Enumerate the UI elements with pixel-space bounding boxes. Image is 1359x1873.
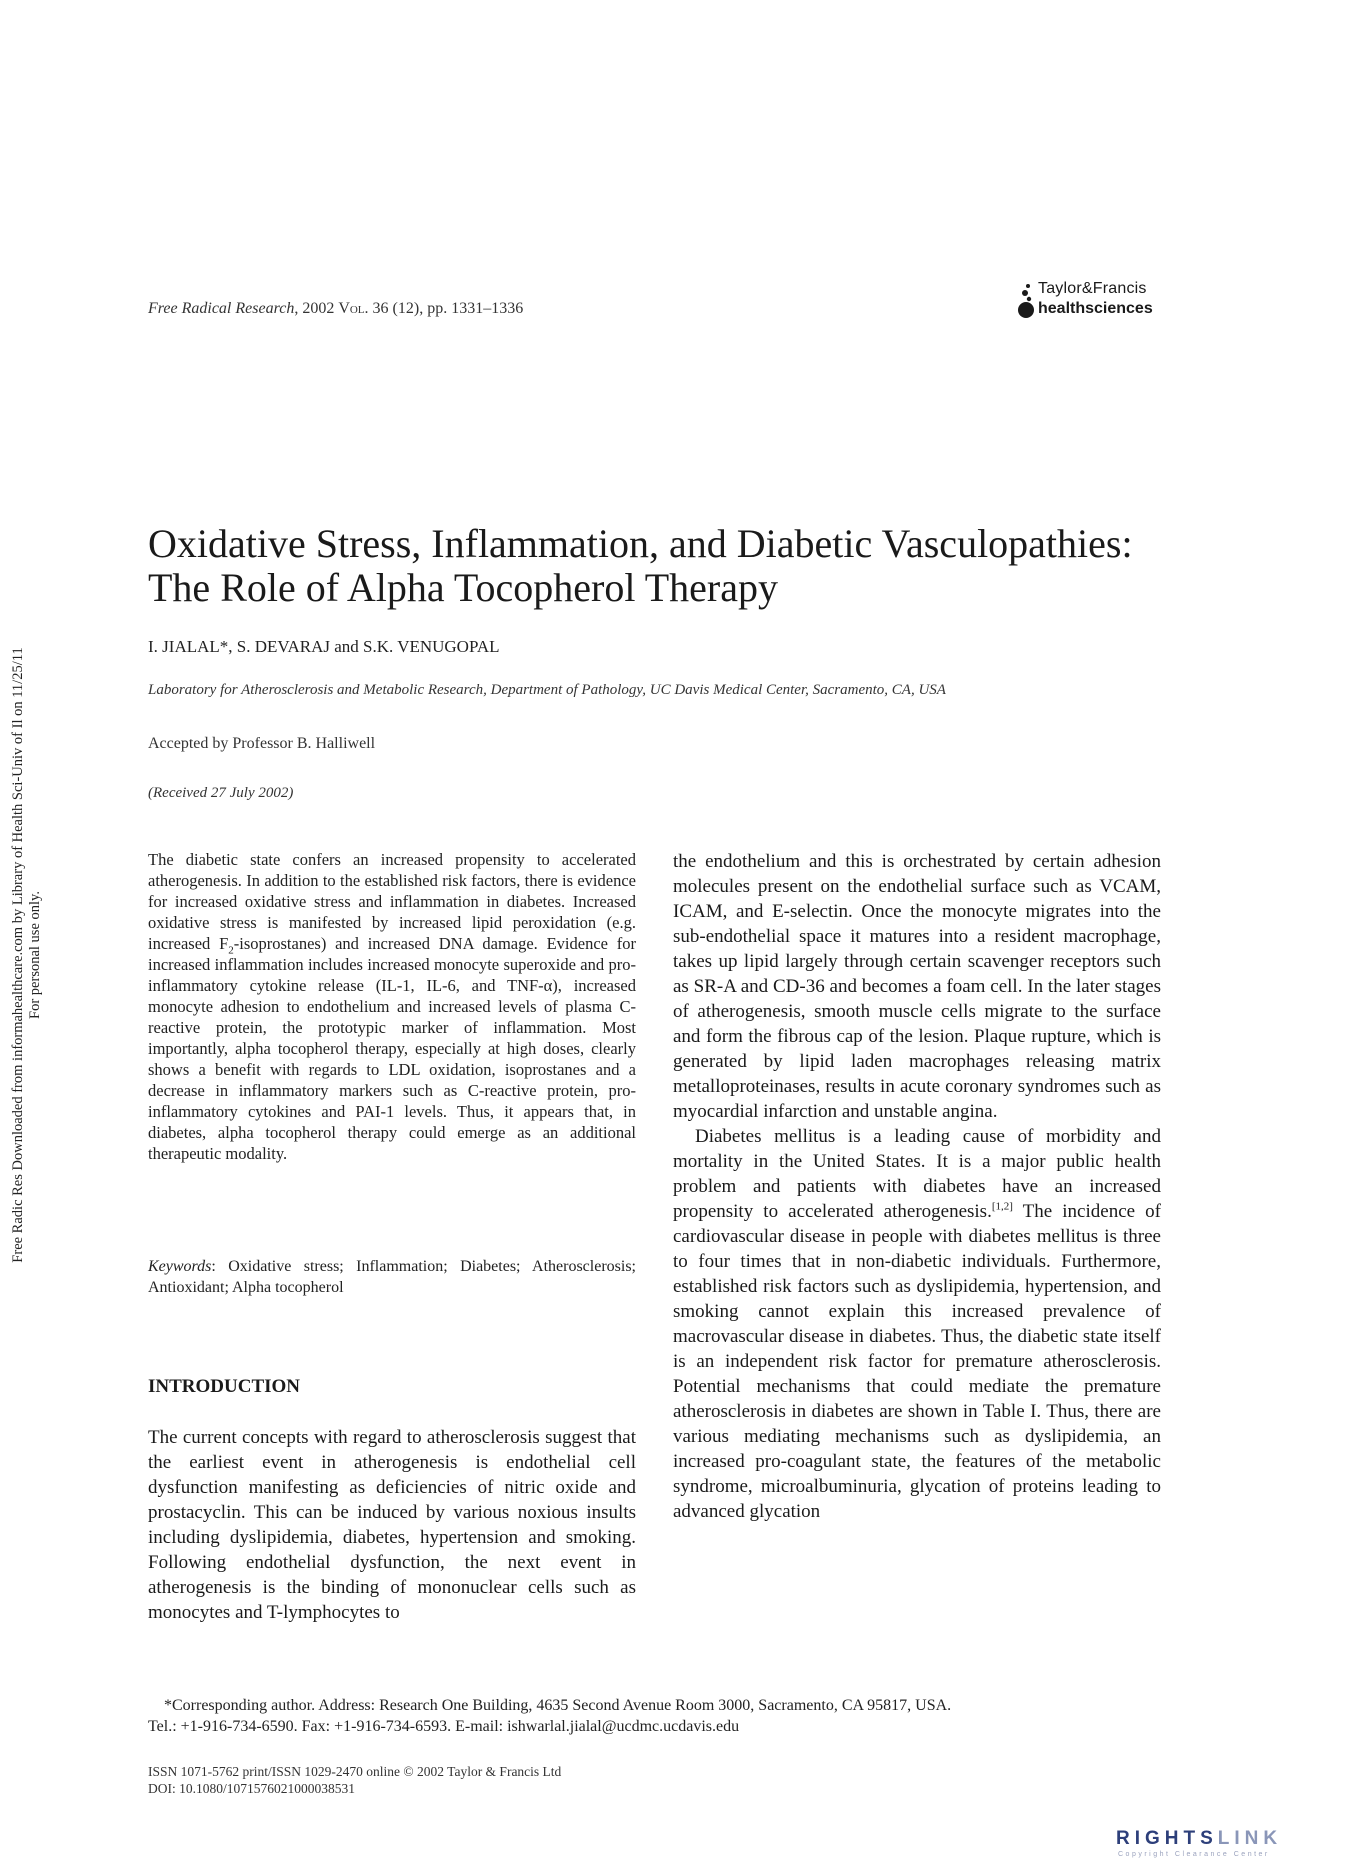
journal-name: Free Radical Research: [148, 300, 295, 317]
download-stamp: [10, 605, 44, 1305]
rightslink-tagline: Copyright Clearance Center: [1118, 1851, 1270, 1858]
accepted-by: Accepted by Professor B. Halliwell: [148, 735, 376, 752]
doi-line: DOI: 10.1080/1071576021000038531: [148, 1781, 355, 1796]
rightslink-logo[interactable]: [1116, 1828, 1282, 1850]
right-column-paragraph-1: the endothelium and this is orchestrated by certain adhesion molecules present on the endothelial surface such as VCAM, ICAM, and E-selectin. Once the monocyte migrates into the sub-endothelial space it matures into a resident macrophage, takes up lipid largely through certain scavenger receptors such as SR-A and CD-36 and becomes a foam cell. In the later stages of atherogenesis, smooth muscle cells migrate to the surface and form the fibrous cap of the lesion. Plaque rupture, which is generated by lipid laden macrophages releasing matrix metalloproteinases, results in acute coronary syndromes such as myocardial infarction and unstable angina.: [673, 851, 1161, 1122]
corresponding-author-footnote: [148, 1695, 1188, 1737]
affiliation: Laboratory for Atherosclerosis and Metabolic Research, Department of Pathology, UC Davis Medical Center, Sacramento, CA, USA: [148, 682, 946, 698]
author-list: I. JIALAL*, S. DEVARAJ and S.K. VENUGOPAL: [148, 637, 500, 656]
footnote-line2: Tel.: +1-916-734-6590. Fax: +1-916-734-6593. E-mail: ishwarlal.jialal@ucdmc.ucdavis.edu: [148, 1718, 740, 1735]
volume-label: Vol.: [338, 300, 369, 317]
citation-reference: [1,2]: [991, 1200, 1013, 1213]
journal-citation: [148, 300, 523, 318]
issn-line: ISSN 1071-5762 print/ISSN 1029-2470 online © 2002 Taylor & Francis Ltd: [148, 1764, 562, 1779]
publication-info: [148, 1763, 561, 1797]
paragraph-2-text-a: Diabetes mellitus is a leading cause of morbidity and mortality in the United States. It is a major public health problem and patients with diabetes have an increased propensity to accelerated atherogenesis.: [673, 1126, 1161, 1222]
publisher-name: Taylor&Francis: [1038, 280, 1147, 297]
article-title-line2: The Role of Alpha Tocopherol Therapy: [148, 565, 778, 610]
abstract-text-1: The diabetic state confers an increased propensity to accelerated atherogenesis. In addition to the established risk factors, there is evidence for increased oxidative stress and inflammation in diabetes. Increased oxidative stress is manifested by increased lipid peroxidation (e.g. increased F: [148, 850, 636, 953]
abstract: [148, 849, 636, 1164]
publisher-logo: [1012, 280, 1182, 324]
right-column: [673, 849, 1161, 1524]
rightslink-link: LINK: [1217, 1828, 1283, 1849]
publisher-logo-icon: [1016, 282, 1036, 322]
article-title-line1: Oxidative Stress, Inflammation, and Diabetic Vasculopathies:: [148, 521, 1133, 566]
citation-year: , 2002: [294, 300, 339, 317]
download-stamp-line2: For personal use only.: [27, 891, 43, 1019]
keywords-text: : Oxidative stress; Inflammation; Diabetes; Atherosclerosis; Antioxidant; Alpha tocopherol: [148, 1258, 636, 1296]
publisher-division: healthsciences: [1038, 300, 1153, 317]
download-stamp-line1: Free Radic Res Downloaded from informahealthcare.com by Library of Health Sci-Univ of Il on 11/25/11: [10, 647, 26, 1263]
abstract-subscript: 2: [228, 944, 234, 957]
received-date: (Received 27 July 2002): [148, 785, 294, 801]
paragraph-2-text-b: The incidence of cardiovascular disease in people with diabetes mellitus is three to four times that in non-diabetic individuals. Furthermore, established risk factors such as dyslipidemia, hypertension, and smoking cannot explain this increased prevalence of macrovascular disease in diabetes. Thus, the diabetic state itself is an independent risk factor for premature atherosclerosis. Potential mechanisms that could mediate the premature atherosclerosis in diabetes are shown in Table I. Thus, there are various mediating mechanisms such as dyslipidemia, an increased pro-coagulant state, the features of the metabolic syndrome, microalbuminuria, glycation of proteins leading to advanced glycation: [673, 1201, 1161, 1522]
abstract-text-2: -isoprostanes) and increased DNA damage. Evidence for increased inflammation includes increased monocyte superoxide and pro-inflammatory cytokine release (IL-1, IL-6, and TNF-α), increased monocyte adhesion to endothelium and increased levels of plasma C-reactive protein, the prototypic marker of inflammation. Most importantly, alpha tocopherol therapy, especially at high doses, clearly shows a benefit with regards to LDL oxidation, isoprostanes and a decrease in inflammatory markers such as C-reactive protein, pro-inflammatory cytokines and PAI-1 levels. Thus, it appears that, in diabetes, alpha tocopherol therapy could emerge as an additional therapeutic modality.: [148, 934, 636, 1163]
footnote-line1: *Corresponding author. Address: Research One Building, 4635 Second Avenue Room 3000, Sacramento, CA 95817, USA.: [164, 1697, 952, 1714]
article-title: [148, 522, 1188, 610]
right-column-paragraph-2: [673, 1124, 1161, 1524]
introduction-paragraph: The current concepts with regard to atherosclerosis suggest that the earliest event in atherogenesis is endothelial cell dysfunction manifesting as deficiencies of nitric oxide and prostacyclin. This can be induced by various noxious insults including dyslipidemia, diabetes, hypertension and smoking. Following endothelial dysfunction, the next event in atherogenesis is the binding of mononuclear cells such as monocytes and T-lymphocytes to: [148, 1427, 636, 1623]
keywords: [148, 1256, 636, 1298]
section-heading-introduction: INTRODUCTION: [148, 1376, 301, 1397]
keywords-label: Keywords: [148, 1258, 212, 1275]
rightslink-rights: RIGHTS: [1116, 1828, 1218, 1849]
citation-rest: 36 (12), pp. 1331–1336: [368, 300, 524, 317]
